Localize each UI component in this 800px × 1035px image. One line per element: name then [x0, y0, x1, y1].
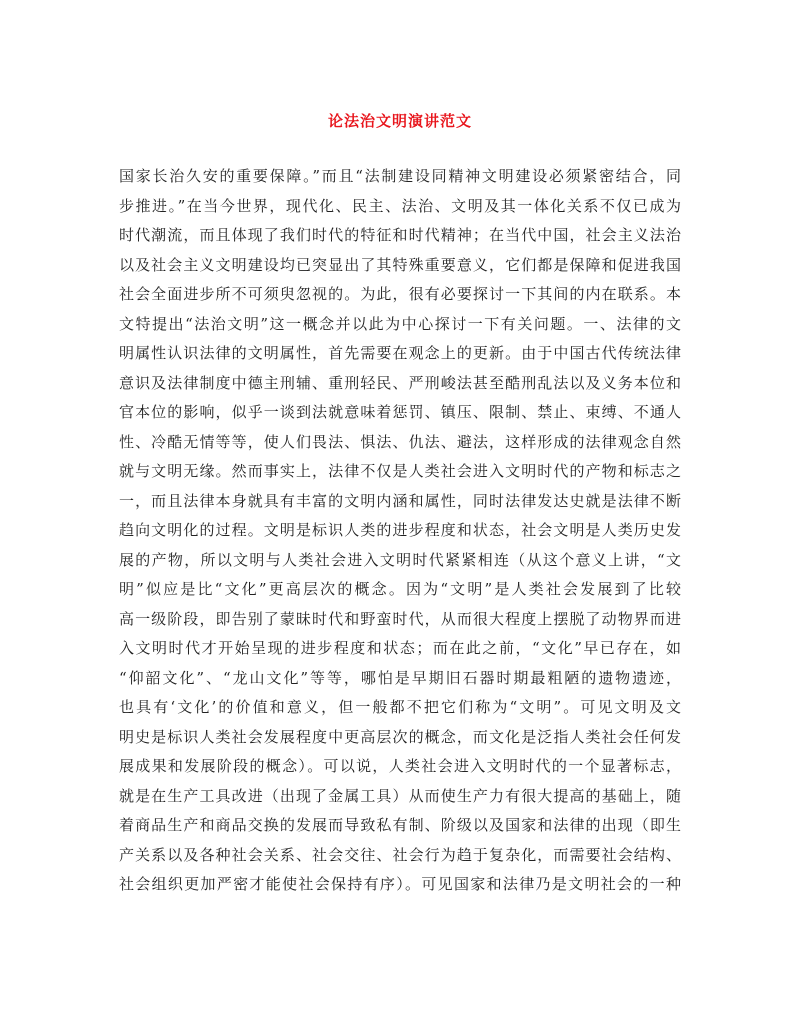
text-line: 明”似应是比“文化”更高层次的概念。因为“文明”是人类社会发展到了比较 [119, 580, 681, 598]
text-line: 意识及法律制度中德主刑辅、重刑轻民、严刑峻法甚至酷刑乱法以及义务本位和 [119, 373, 681, 392]
text-line: 着商品生产和商品交换的发展而导致私有制、阶级以及国家和法律的出现（即生 [119, 816, 681, 834]
text-line: 一，而且法律本身就具有丰富的文明内涵和属性，同时法律发达史就是法律不断 [119, 491, 681, 510]
page-title: 论法治文明演讲范文 [327, 112, 472, 130]
text-line: 也具有‘文化’的价值和意义，但一般都不把它们称为“文明”。可见文明及文 [119, 698, 681, 716]
text-line: 高一级阶段，即告别了蒙昧时代和野蛮时代，从而很大程度上摆脱了动物界而进 [119, 609, 681, 628]
text-line: 社会全面进步所不可须臾忽视的。为此，很有必要探讨一下其间的内在联系。本 [119, 285, 681, 303]
text-line: 趋向文明化的过程。文明是标识人类的进步程度和状态，社会文明是人类历史发 [119, 521, 681, 539]
text-line: 时代潮流，而且体现了我们时代的特征和时代精神；在当代中国，社会主义法治 [119, 226, 681, 244]
text-line: 明属性认识法律的文明属性，首先需要在观念上的更新。由于中国古代传统法律 [119, 344, 681, 362]
text-line: “仰韶文化”、“龙山文化”等等，哪怕是早期旧石器时期最粗陋的遗物遗迹， [119, 668, 681, 687]
text-line: 就与文明无缘。然而事实上，法律不仅是人类社会进入文明时代的产物和标志之 [119, 462, 681, 480]
text-line: 展成果和发展阶段的概念）。可以说，人类社会进入文明时代的一个显著标志， [119, 757, 681, 775]
text-line: 明史是标识人类社会发展程度中更高层次的概念，而文化是泛指人类社会任何发 [119, 727, 681, 746]
text-line: 国家长治久安的重要保障。”而且“法制建设同精神文明建设必须紧密结合，同 [119, 167, 681, 185]
text-line: 以及社会主义文明建设均已突显出了其特殊重要意义，它们都是保障和促进我国 [119, 255, 681, 274]
text-line: 文特提出“法治文明”这一概念并以此为中心探讨一下有关问题。一、法律的文 [119, 314, 681, 333]
text-line: 展的产物，所以文明与人类社会进入文明时代紧紧相连（从这个意义上讲，“文 [119, 550, 681, 569]
text-line: 入文明时代才开始呈现的进步程度和状态；而在此之前，“文化”早已存在，如 [119, 639, 681, 657]
text-line: 产关系以及各种社会关系、社会交往、社会行为趋于复杂化，而需要社会结构、 [119, 845, 681, 864]
text-line: 性、冷酷无情等等，使人们畏法、惧法、仇法、避法，这样形成的法律观念自然 [119, 432, 681, 451]
body-text [119, 162, 681, 900]
text-line: 社会组织更加严密才能使社会保持有序）。可见国家和法律乃是文明社会的一种 [119, 875, 681, 893]
text-line: 官本位的影响，似乎一谈到法就意味着惩罚、镇压、限制、禁止、束缚、不通人 [119, 403, 681, 421]
text-line: 步推进。”在当今世界，现代化、民主、法治、文明及其一体化关系不仅已成为 [119, 196, 681, 215]
text-line: 就是在生产工具改进（出现了金属工具）从而使生产力有很大提高的基础上，随 [119, 786, 681, 805]
